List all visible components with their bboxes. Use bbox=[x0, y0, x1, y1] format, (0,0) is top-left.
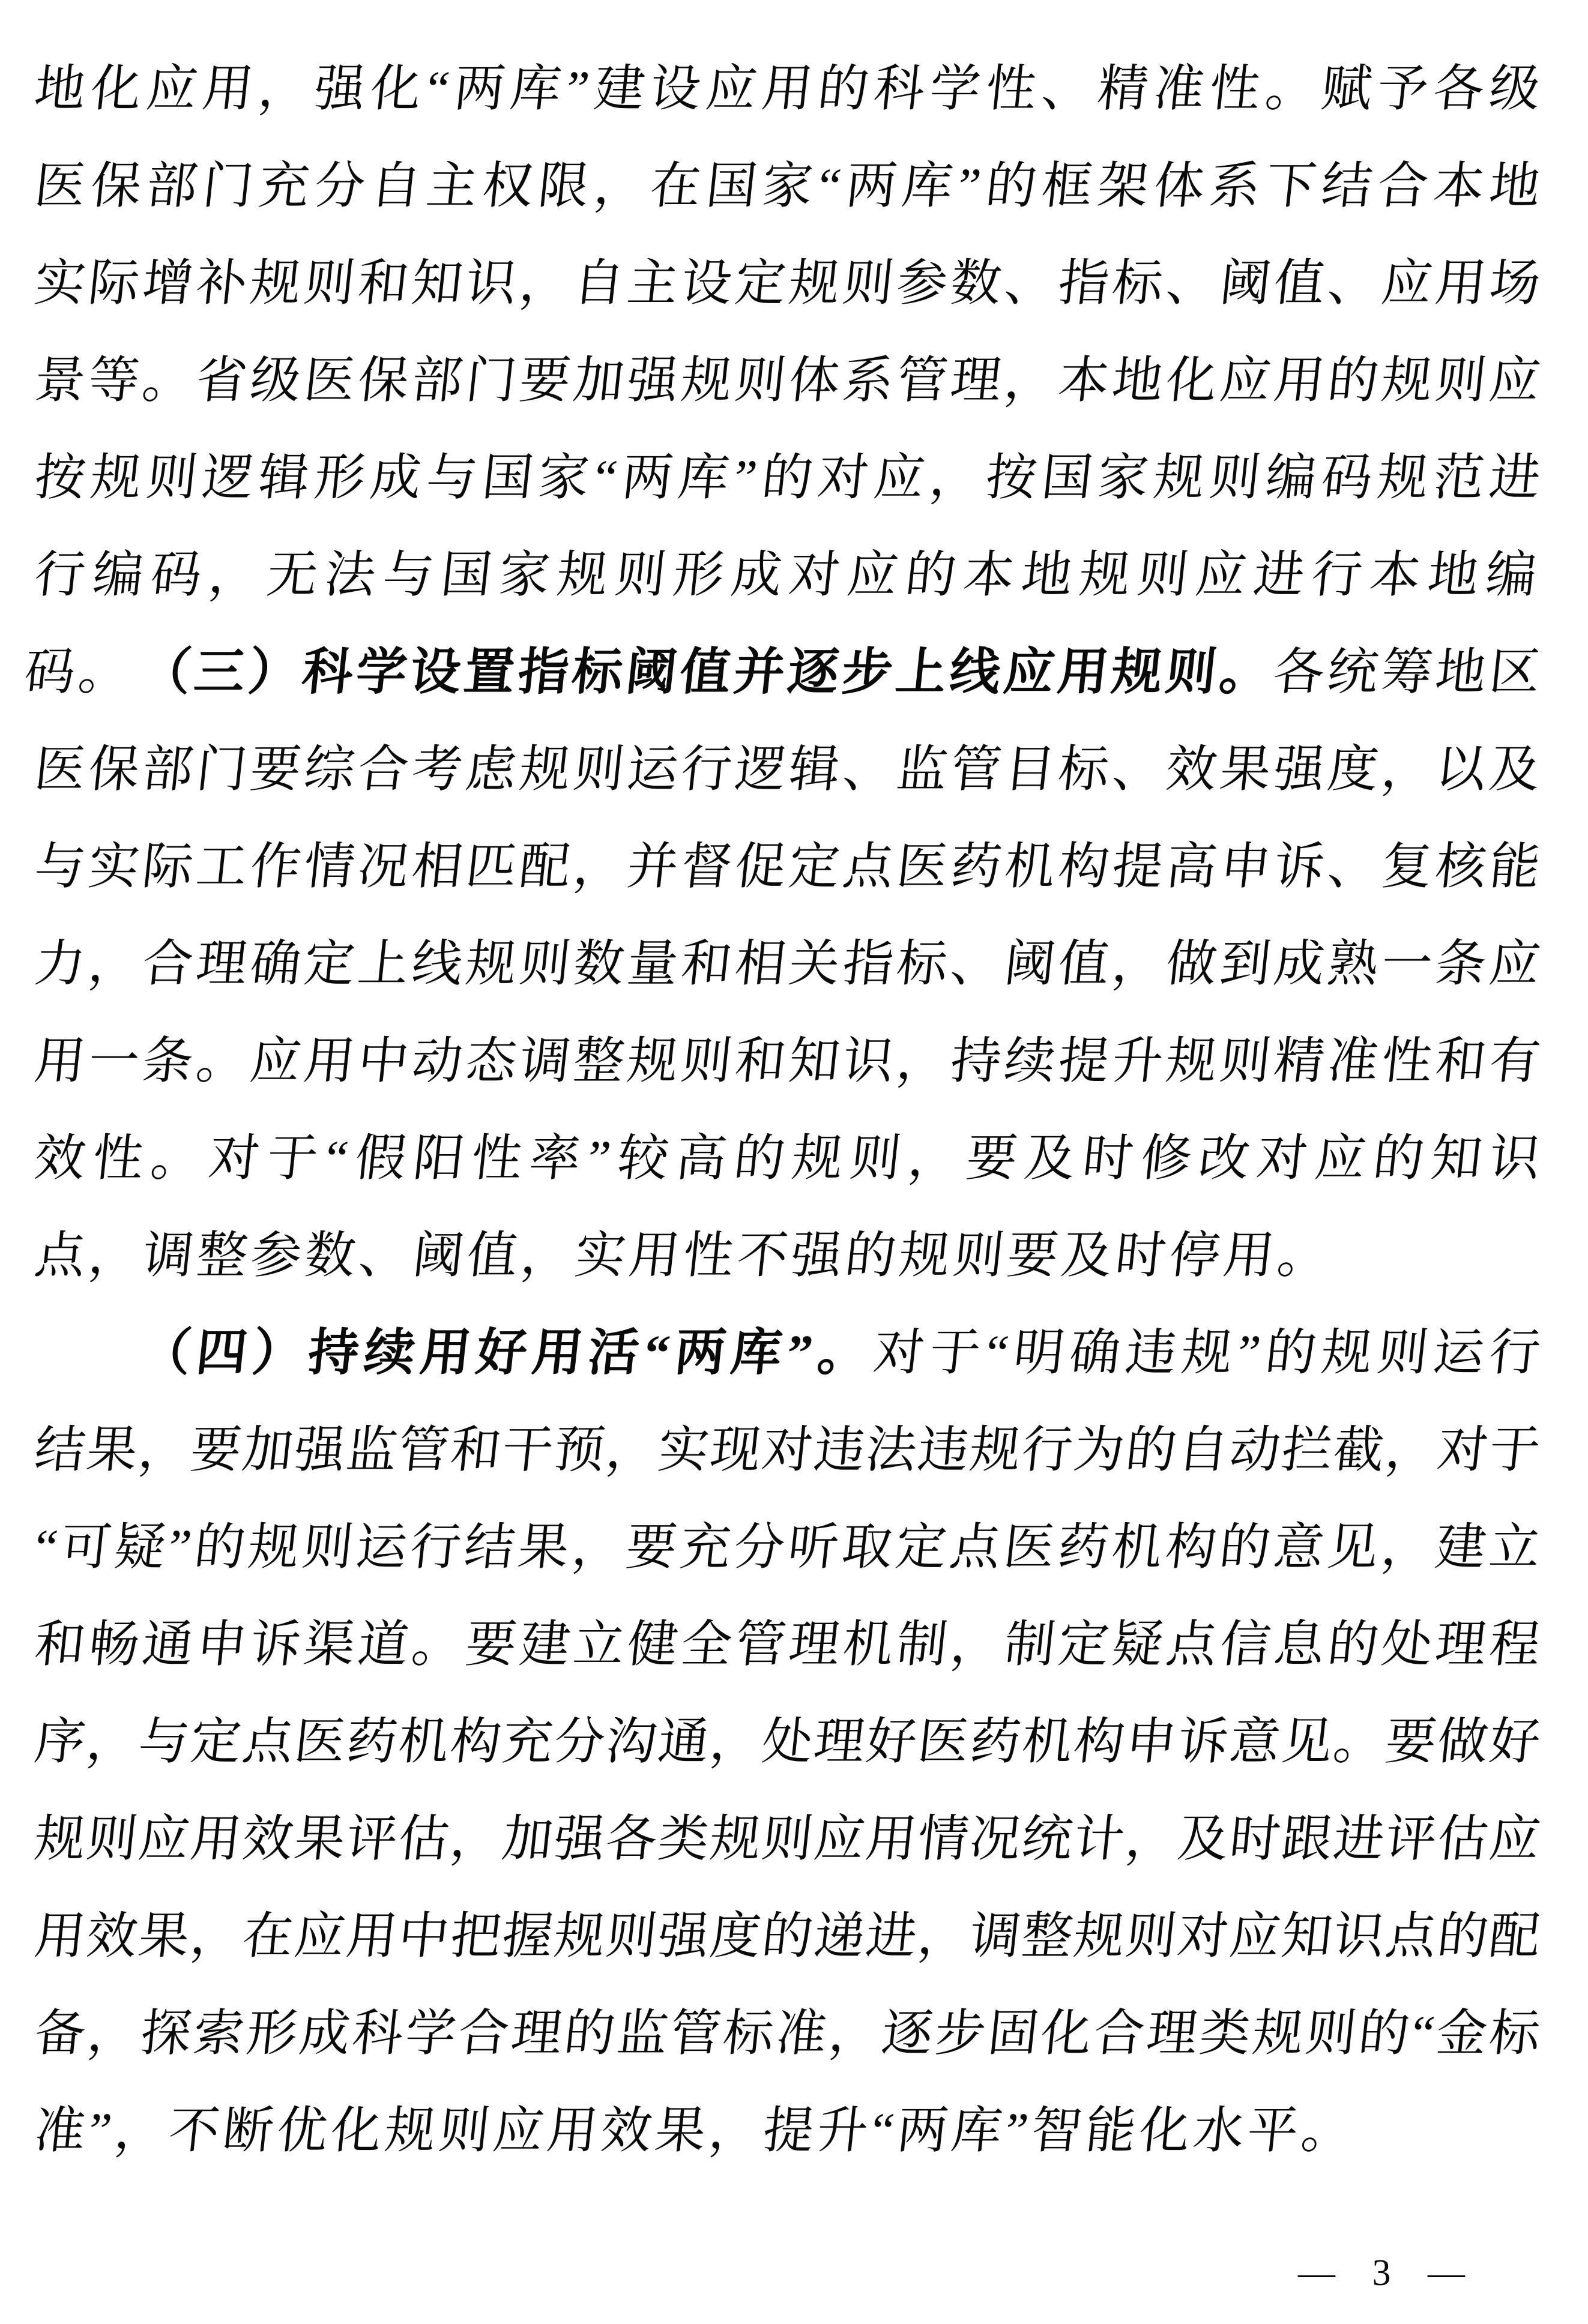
text-line: 用一条。应用中动态调整规则和知识，持续提升规则精准性和有 bbox=[32, 1034, 1543, 1089]
text-line: 医保部门要综合考虑规则运行逻辑、监管目标、效果强度，以及 bbox=[32, 742, 1543, 798]
text-line: “可疑”的规则运行结果，要充分听取定点医药机构的意见，建立 bbox=[32, 1520, 1543, 1576]
section-3-heading-line bbox=[29, 624, 1545, 721]
text-line: 结果，要加强监管和干预，实现对违法违规行为的自动拦截，对于 bbox=[32, 1422, 1543, 1478]
text-line: 序，与定点医药机构充分沟通，处理好医药机构申诉意见。要做好 bbox=[32, 1714, 1543, 1770]
text-line: 地化应用，强化“两库”建设应用的科学性、精准性。赋予各级 bbox=[32, 61, 1543, 117]
text-line: 规则应用效果评估，加强各类规则应用情况统计，及时跟进评估应 bbox=[32, 1811, 1543, 1867]
text-line: 景等。省级医保部门要加强规则体系管理，本地化应用的规则应 bbox=[32, 353, 1543, 409]
document-body bbox=[22, 41, 1543, 2180]
section-4-text-after-heading: 对于“明确违规”的规则运行 bbox=[871, 1325, 1543, 1381]
text-line: 用效果，在应用中把握规则强度的递进，调整规则对应知识点的配 bbox=[32, 1909, 1543, 1964]
text-line: 按规则逻辑形成与国家“两库”的对应，按国家规则编码规范进 bbox=[32, 450, 1543, 506]
text-line: 准”，不断优化规则应用效果，提升“两库”智能化水平。 bbox=[32, 2103, 1359, 2159]
text-line: 和畅通申诉渠道。要建立健全管理机制，制定疑点信息的处理程 bbox=[32, 1617, 1543, 1673]
page-number: — 3 — bbox=[1298, 2253, 1471, 2293]
section-4-heading: （四）持续用好用活“两库”。 bbox=[137, 1325, 877, 1381]
text-line: 备，探索形成科学合理的监管标准，逐步固化合理类规则的“金标 bbox=[32, 2006, 1543, 2062]
section-3-text-after-heading: 各统筹地区 bbox=[1270, 645, 1543, 700]
section-3-heading: （三）科学设置指标阈值并逐步上线应用规则。 bbox=[137, 645, 1277, 700]
text-line: 力，合理确定上线规则数量和相关指标、阈值，做到成熟一条应 bbox=[32, 936, 1543, 992]
text-line: 点，调整参数、阈值，实用性不强的规则要及时停用。 bbox=[32, 1228, 1335, 1284]
text-line: 医保部门充分自主权限，在国家“两库”的框架体系下结合本地 bbox=[32, 158, 1543, 214]
text-line: 与实际工作情况相匹配，并督促定点医药机构提高申诉、复核能 bbox=[32, 839, 1543, 895]
section-4-heading-line bbox=[29, 1305, 1545, 1402]
text-line: 实际增补规则和知识，自主设定规则参数、指标、阈值、应用场 bbox=[32, 256, 1543, 312]
text-line: 行编码，无法与国家规则形成对应的本地规则应进行本地编码。 bbox=[22, 547, 1543, 700]
text-line: 效性。对于“假阳性率”较高的规则，要及时修改对应的知识 bbox=[32, 1131, 1543, 1187]
